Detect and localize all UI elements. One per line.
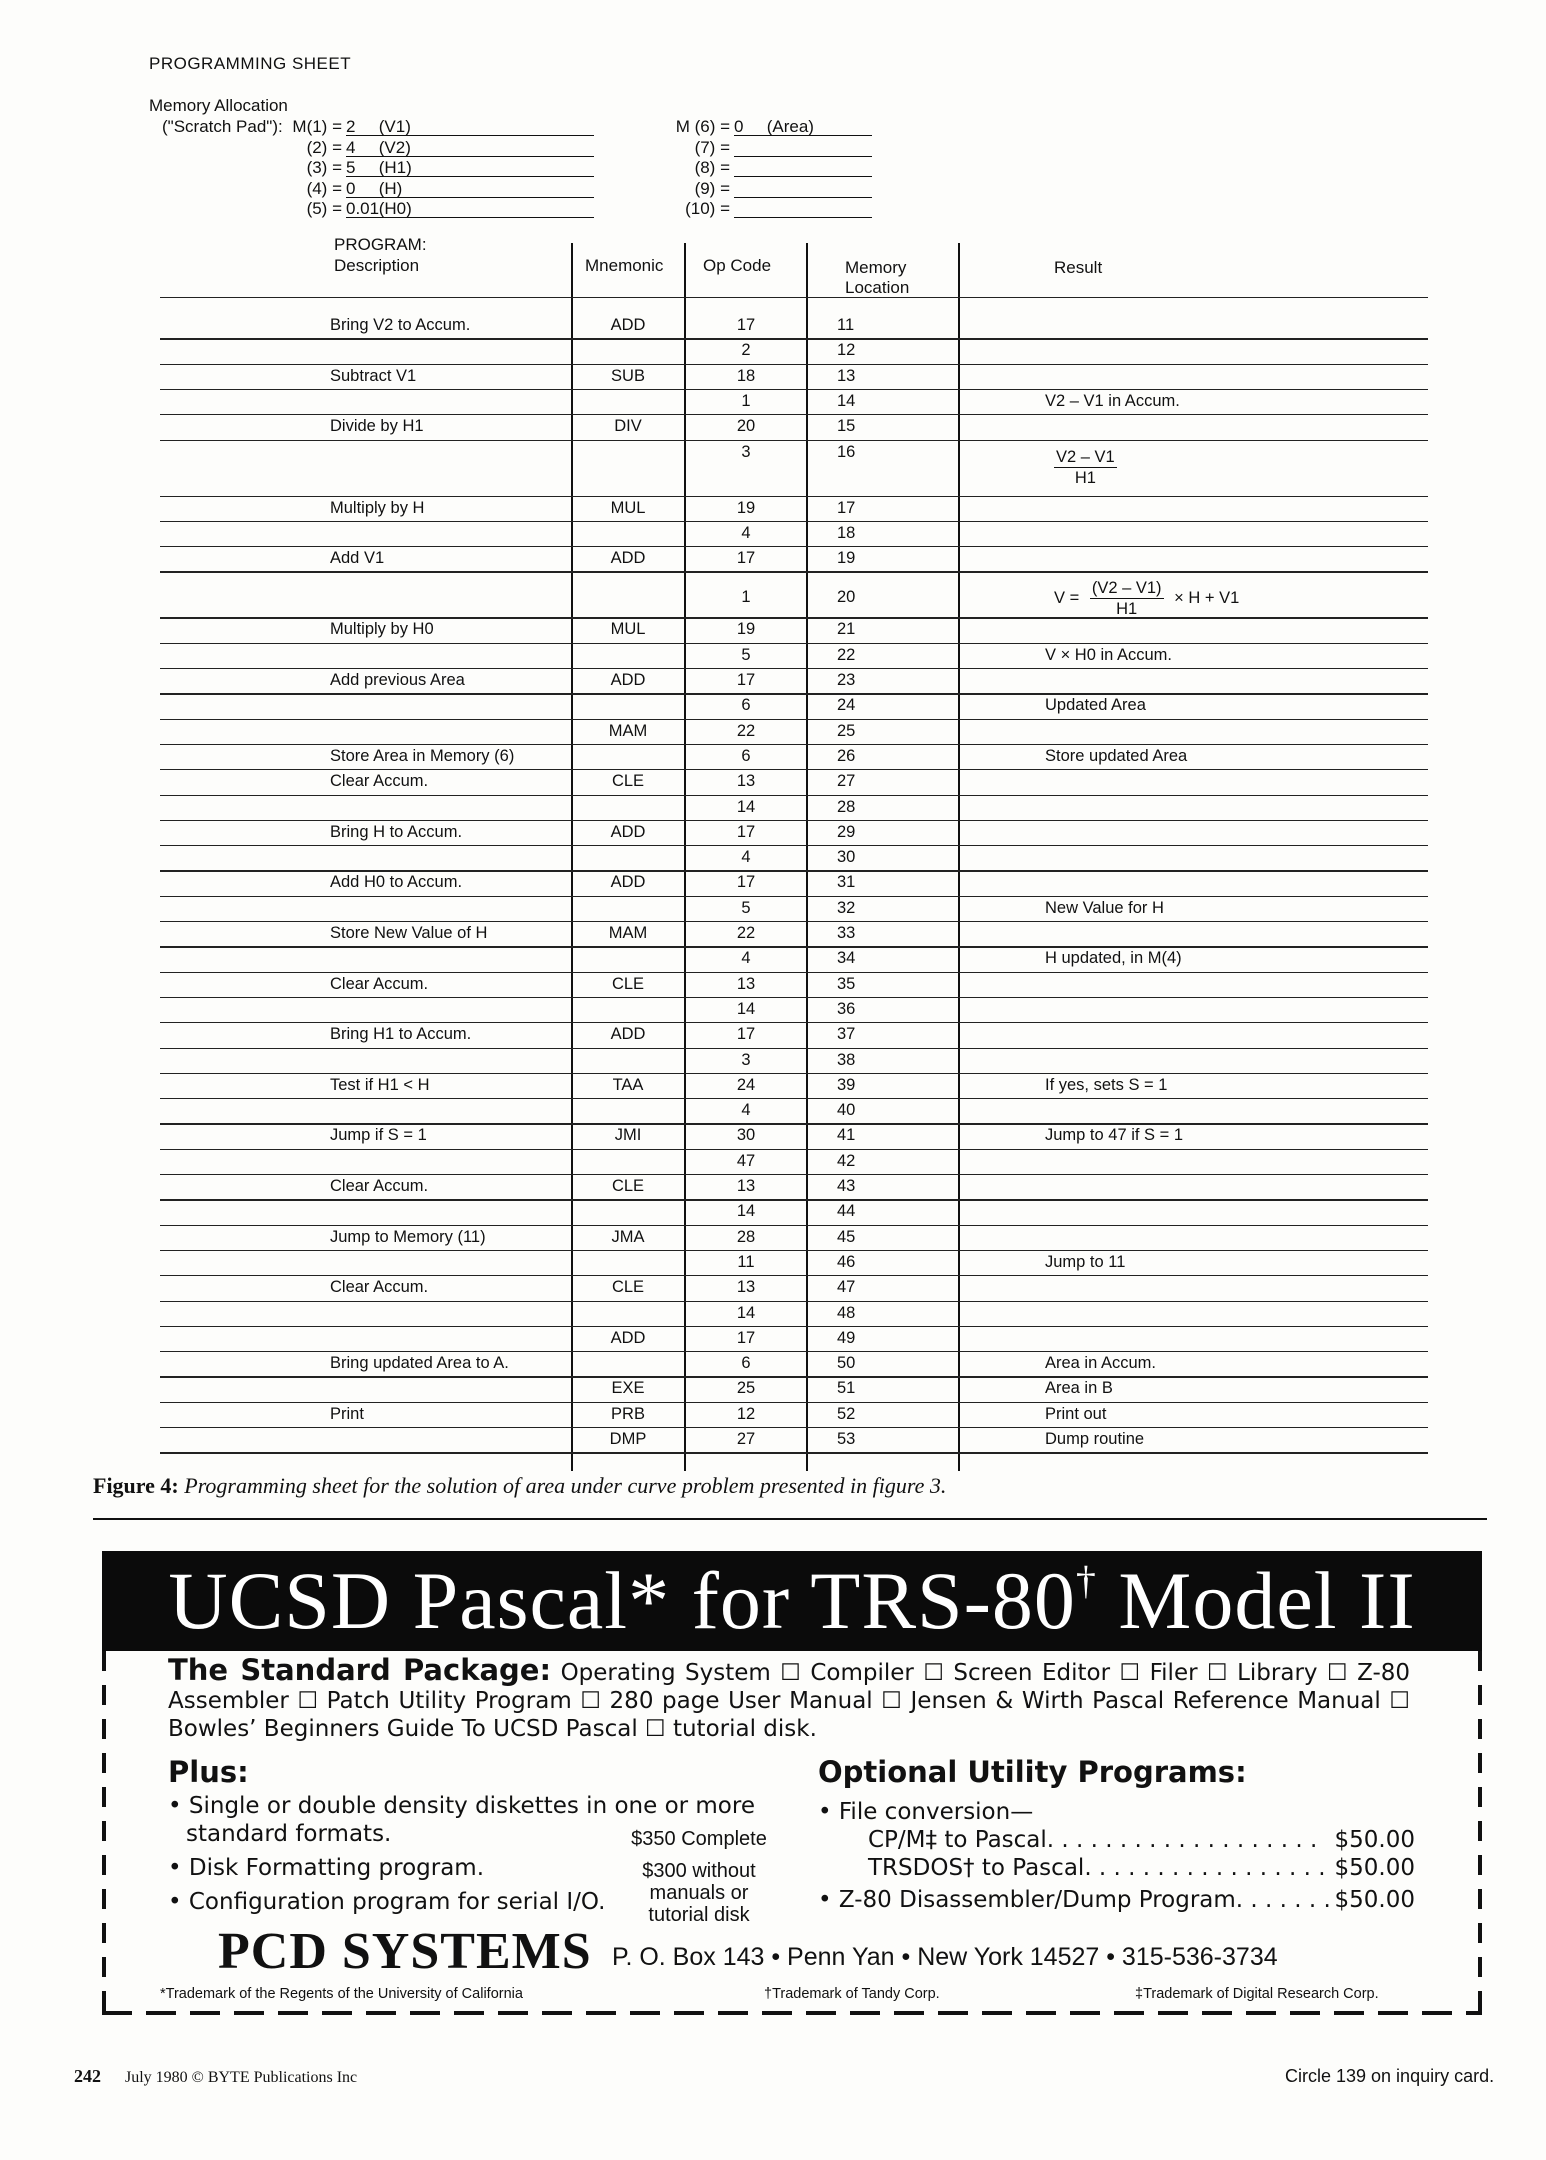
row-opcode: 1 — [741, 391, 751, 410]
plus-item-1b: standard formats. — [186, 1821, 392, 1847]
row-location: 14 — [837, 391, 856, 410]
row-opcode: 14 — [736, 999, 756, 1018]
standard-package — [168, 1653, 1411, 1743]
row-result: Print out — [1045, 1404, 1107, 1423]
header-memory: Memory — [845, 258, 907, 277]
figure-caption — [93, 1473, 946, 1499]
row-location: 47 — [837, 1278, 856, 1297]
row-opcode: 2 — [741, 341, 751, 360]
row-opcode: 13 — [736, 1177, 756, 1195]
row-location: 53 — [837, 1430, 856, 1448]
row-location: 40 — [837, 1101, 856, 1120]
row-location: 30 — [837, 848, 856, 867]
row-location: 52 — [837, 1404, 856, 1423]
row-opcode: 17 — [736, 873, 756, 892]
banner-dagger: † — [1075, 1558, 1097, 1603]
row-result: Jump to 47 if S = 1 — [1045, 1126, 1184, 1145]
row-description: Jump if S = 1 — [330, 1126, 427, 1145]
row-opcode: 17 — [736, 316, 756, 334]
row-location: 17 — [837, 498, 856, 517]
row-opcode: 4 — [741, 949, 751, 968]
row-mnemonic: ADD — [610, 1025, 646, 1044]
row-description: Store Area in Memory (6) — [330, 746, 515, 765]
row-location: 51 — [837, 1379, 856, 1398]
row-location: 38 — [837, 1050, 856, 1069]
plus-heading: Plus: — [168, 1755, 249, 1789]
caption-text: Programming sheet for the solution of area under curve problem presented in figure 3. — [184, 1473, 947, 1498]
row-opcode: 47 — [736, 1151, 756, 1170]
row-opcode: 19 — [736, 620, 756, 639]
row-description: Bring H to Accum. — [330, 822, 463, 841]
row-mnemonic: ADD — [610, 549, 646, 568]
row-opcode: 4 — [741, 523, 751, 542]
row-mnemonic: EXE — [611, 1379, 645, 1398]
row-mnemonic: DIV — [614, 417, 642, 436]
row-result: V × H0 in Accum. — [1045, 645, 1173, 664]
memory-left-label: M(1) = — [292, 117, 342, 136]
row-description: Add V1 — [330, 549, 385, 568]
standard-label: The Standard Package: — [168, 1653, 552, 1687]
row-location: 15 — [837, 417, 856, 436]
row-description: Print — [330, 1404, 364, 1423]
header-mnemonic: Mnemonic — [585, 256, 664, 275]
caption-label: Figure 4: — [93, 1473, 179, 1498]
row-location: 29 — [837, 822, 856, 841]
row-mnemonic: ADD — [610, 316, 646, 334]
footer-left — [74, 2066, 357, 2087]
row-result: Dump routine — [1045, 1430, 1145, 1448]
formula-16-den: H1 — [1074, 469, 1096, 487]
formula-20 — [1054, 578, 1239, 619]
row-location: 50 — [837, 1354, 856, 1373]
row-mnemonic: ADD — [610, 1328, 646, 1347]
row-location: 16 — [837, 442, 856, 461]
row-opcode: 6 — [741, 696, 751, 715]
row-location: 39 — [837, 1075, 856, 1094]
memory-right-value — [734, 158, 872, 178]
row-opcode: 25 — [736, 1379, 756, 1398]
plus-item-2: • Disk Formatting program. — [168, 1855, 485, 1881]
row-result: Store updated Area — [1045, 746, 1188, 765]
row-opcode: 1 — [741, 588, 751, 607]
row-opcode: 18 — [736, 366, 756, 385]
formula-20-lhs: V = — [1054, 588, 1080, 607]
optional-item: • Z-80 Disassembler/Dump Program . . . . . . . $50.00 — [818, 1887, 1415, 1913]
standard-text: Operating System ☐ Compiler ☐ Screen Editor ☐ Filer ☐ Library ☐ Z-80 Assembler ☐ Patch Utility Program ☐ 280 page User Manual ☐ Jensen & Wirth Pascal Reference Manual ☐ Bowles’ Beginners Guide To UCSD Pascal ☐ tutorial disk. — [168, 1660, 1411, 1742]
row-mnemonic: JMI — [614, 1126, 642, 1145]
memory-right-value — [734, 199, 872, 219]
price-complete: $350 Complete — [631, 1828, 767, 1850]
trademark-dr: ‡Trademark of Digital Research Corp. — [1135, 1986, 1379, 2002]
ad-border-bottom — [102, 2011, 1482, 2015]
row-description: Add H0 to Accum. — [330, 873, 463, 892]
memory-right-label: (10) = — [685, 199, 730, 218]
row-mnemonic: CLE — [611, 1177, 645, 1195]
header-rule — [160, 297, 1428, 298]
memory-left-label: (4) = — [306, 178, 342, 198]
memory-right-value: 0 (Area) — [734, 117, 872, 137]
row-opcode: 17 — [736, 1025, 756, 1044]
row-location: 19 — [837, 549, 856, 568]
optional-heading: Optional Utility Programs: — [818, 1755, 1247, 1789]
formula-20-den: H1 — [1116, 600, 1138, 618]
footer-circle: Circle 139 on inquiry card. — [1285, 2066, 1495, 2086]
row-description: Multiply by H — [330, 498, 425, 517]
row-mnemonic: CLE — [611, 772, 645, 791]
row-location: 48 — [837, 1303, 856, 1322]
formula-20-rhs: × H + V1 — [1174, 588, 1240, 607]
memory-left-label: (2) = — [306, 137, 342, 157]
row-result: Updated Area — [1045, 696, 1146, 715]
header-result: Result — [1054, 258, 1103, 277]
memory-left-label: (5) = — [306, 199, 342, 218]
row-opcode: 17 — [736, 549, 756, 568]
row-mnemonic: TAA — [612, 1075, 644, 1094]
company-logo: PCD SYSTEMS — [218, 1923, 592, 1980]
optional-item: TRSDOS† to Pascal . . . . . . . . . . . . . . . . . $50.00 — [868, 1855, 1415, 1881]
row-result: V2 – V1 in Accum. — [1045, 391, 1180, 410]
row-opcode: 24 — [736, 1075, 756, 1094]
section-rule — [93, 1518, 1487, 1520]
col-divider-3 — [806, 243, 808, 1471]
row-opcode: 4 — [741, 848, 751, 867]
plus-item-1: • Single or double density diskettes in one or more — [168, 1793, 755, 1819]
row-result: Area in B — [1045, 1379, 1113, 1398]
row-description: Bring updated Area to A. — [330, 1354, 509, 1373]
row-opcode: 27 — [736, 1430, 756, 1448]
row-mnemonic: SUB — [611, 366, 645, 385]
ad-border-left — [102, 1651, 106, 2014]
row-opcode: 19 — [736, 498, 756, 517]
row-opcode: 14 — [736, 797, 756, 816]
row-mnemonic: ADD — [610, 873, 646, 892]
row-rule — [160, 571, 1428, 572]
row-opcode: 6 — [741, 1354, 751, 1373]
row-location: 35 — [837, 974, 856, 993]
row-location: 28 — [837, 797, 856, 816]
row-opcode: 3 — [741, 1050, 751, 1069]
row-location: 22 — [837, 645, 856, 664]
memory-right-label: (9) = — [694, 178, 730, 198]
file-conversion: • File conversion— — [818, 1799, 1034, 1825]
row-location: 25 — [837, 721, 856, 740]
memory-right-value — [734, 179, 872, 199]
row-description: Bring V2 to Accum. — [330, 316, 471, 334]
row-location: 44 — [837, 1202, 856, 1221]
plus-item-3: • Configuration program for serial I/O. — [168, 1889, 606, 1915]
row-location: 12 — [837, 341, 856, 360]
row-location: 46 — [837, 1252, 856, 1271]
footer-date: July 1980 © BYTE Publications Inc — [125, 2069, 358, 2086]
row-opcode: 4 — [741, 1101, 751, 1120]
row-result: Area in Accum. — [1045, 1354, 1156, 1373]
row-location: 49 — [837, 1328, 856, 1347]
memory-left-value: 5 (H1) — [346, 158, 594, 178]
formula-16-num: V2 – V1 — [1056, 448, 1115, 466]
header-description: Description — [334, 256, 420, 275]
row-opcode: 22 — [736, 924, 756, 942]
row-opcode: 11 — [737, 1252, 755, 1271]
row-description: Divide by H1 — [330, 417, 424, 436]
row-location: 27 — [837, 772, 856, 791]
row-mnemonic: MAM — [608, 924, 648, 942]
row-location: 26 — [837, 746, 856, 765]
memory-left-label: (3) = — [306, 158, 342, 177]
memory-left-value: 0 (H) — [346, 179, 594, 199]
row-description: Clear Accum. — [330, 974, 429, 993]
row-opcode: 17 — [736, 671, 756, 689]
row-mnemonic: CLE — [611, 1278, 645, 1297]
trademark-tandy: †Trademark of Tandy Corp. — [764, 1986, 940, 2002]
row-location: 33 — [837, 924, 856, 942]
row-opcode: 14 — [736, 1202, 756, 1221]
row-mnemonic: ADD — [610, 671, 646, 689]
row-mnemonic: JMA — [611, 1227, 645, 1246]
banner-text: UCSD Pascal* for TRS-80 — [168, 1555, 1076, 1646]
row-location: 34 — [837, 949, 856, 968]
row-location: 31 — [837, 873, 856, 892]
price-without-1: $300 without — [642, 1860, 756, 1882]
row-opcode: 14 — [736, 1303, 756, 1322]
row-description: Clear Accum. — [330, 1278, 429, 1297]
ad-border-right — [1478, 1651, 1482, 2014]
row-result: Jump to 11 — [1045, 1252, 1126, 1271]
row-opcode: 28 — [736, 1227, 756, 1246]
row-result: New Value for H — [1045, 898, 1164, 917]
row-mnemonic: MUL — [610, 620, 646, 639]
row-opcode: 13 — [736, 772, 756, 791]
ad-banner — [102, 1551, 1482, 1651]
header-location: Location — [845, 278, 910, 297]
row-mnemonic: CLE — [611, 974, 645, 993]
row-location: 20 — [837, 588, 856, 607]
trademark-ucsd: *Trademark of the Regents of the University of California — [160, 1986, 523, 2002]
row-mnemonic: MAM — [608, 721, 648, 740]
row-mnemonic: ADD — [610, 822, 646, 841]
sheet-title: PROGRAMMING SHEET — [149, 54, 352, 73]
price-without-2: manuals or — [649, 1882, 749, 1904]
row-description: Clear Accum. — [330, 772, 429, 791]
row-mnemonic: DMP — [609, 1430, 647, 1448]
row-location: 18 — [837, 523, 856, 542]
row-location: 24 — [837, 696, 856, 715]
row-result: H updated, in M(4) — [1045, 949, 1182, 968]
row-opcode: 22 — [736, 721, 756, 740]
row-location: 42 — [837, 1151, 856, 1170]
header-opcode: Op Code — [703, 256, 772, 275]
memory-left-value: 4 (V2) — [346, 138, 594, 158]
row-opcode: 6 — [741, 746, 751, 765]
row-description: Test if H1 < H — [330, 1075, 430, 1094]
row-result: If yes, sets S = 1 — [1045, 1075, 1168, 1094]
scratch-label: ("Scratch Pad"): — [162, 117, 283, 136]
row-mnemonic: MUL — [610, 498, 646, 517]
row-description: Subtract V1 — [330, 366, 417, 385]
row-opcode: 17 — [736, 1328, 756, 1347]
memory-right-label: (8) = — [694, 158, 730, 177]
row-description: Multiply by H0 — [330, 620, 434, 639]
price-without-3: tutorial disk — [648, 1904, 750, 1926]
row-opcode: 30 — [736, 1126, 756, 1145]
row-opcode: 5 — [741, 898, 751, 917]
memory-right-label: M (6) = — [675, 117, 730, 136]
row-description: Bring H1 to Accum. — [330, 1025, 472, 1044]
row-opcode: 12 — [736, 1404, 756, 1423]
row-location: 13 — [837, 366, 856, 385]
row-location: 41 — [837, 1126, 856, 1145]
row-opcode: 3 — [741, 442, 751, 461]
row-location: 45 — [837, 1227, 856, 1246]
col-divider-4 — [958, 243, 960, 1471]
row-opcode: 13 — [736, 974, 756, 993]
memory-left-value: 0.01 (H0) — [346, 199, 594, 219]
row-location: 43 — [837, 1177, 856, 1195]
row-opcode: 20 — [736, 417, 756, 436]
row-location: 23 — [837, 671, 856, 689]
page-number: 242 — [74, 2066, 101, 2086]
row-description: Add previous Area — [330, 671, 465, 689]
row-location: 11 — [837, 316, 855, 334]
row-description: Jump to Memory (11) — [330, 1227, 486, 1246]
row-rule — [160, 1452, 1428, 1453]
formula-16 — [1054, 447, 1117, 488]
formula-20-num: (V2 – V1) — [1091, 579, 1162, 597]
row-location: 36 — [837, 999, 856, 1018]
row-description: Clear Accum. — [330, 1177, 429, 1195]
memory-right-label: (7) = — [694, 137, 730, 157]
row-opcode: 5 — [741, 645, 751, 664]
memory-left-value: 2 (V1) — [346, 117, 594, 137]
memory-right-value — [734, 138, 872, 158]
row-opcode: 17 — [736, 822, 756, 841]
row-mnemonic: PRB — [611, 1404, 645, 1423]
memory-heading: Memory Allocation — [149, 96, 288, 115]
row-description: Store New Value of H — [330, 924, 488, 942]
program-label: PROGRAM: — [334, 235, 427, 254]
row-opcode: 13 — [736, 1278, 756, 1297]
row-location: 37 — [837, 1025, 856, 1044]
row-location: 32 — [837, 898, 856, 917]
company-address: P. O. Box 143 • Penn Yan • New York 14527 • 315-536-3734 — [612, 1943, 1278, 1971]
banner-tail: Model II — [1096, 1555, 1416, 1646]
row-location: 21 — [837, 620, 856, 639]
optional-item: CP/M‡ to Pascal . . . . . . . . . . . . . . . . . . . $50.00 — [868, 1827, 1415, 1853]
